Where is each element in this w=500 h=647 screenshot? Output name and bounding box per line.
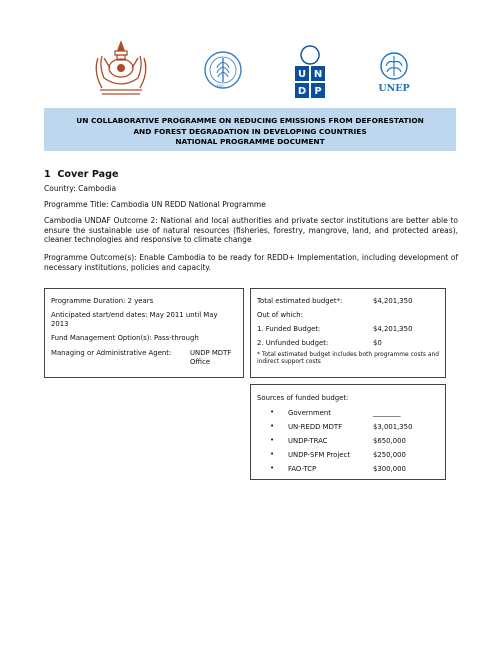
fao-logo — [203, 50, 243, 90]
undp-letter-d: D — [297, 86, 307, 97]
cambodia-royal-arms-logo — [90, 38, 152, 98]
unfunded-budget-label: 2. Unfunded budget: — [257, 339, 329, 347]
unep-logo — [372, 50, 416, 94]
svg-text:FAO: FAO — [217, 84, 224, 88]
budget-footnote: * Total estimated budget includes both programme costs and indirect support costs — [257, 352, 439, 366]
undp-letter-p: P — [314, 86, 322, 97]
bullet-icon: • — [270, 464, 275, 472]
country-line: Country: Cambodia — [44, 184, 117, 193]
funding-source-label: UNDP-SFM Project — [288, 451, 351, 459]
undp-logo — [295, 44, 325, 100]
funding-source-label: UNDP-TRAC — [288, 437, 328, 445]
funding-source-label: FAO-TCP — [288, 465, 317, 473]
bullet-icon: • — [270, 436, 275, 444]
funding-source-label: Government — [288, 409, 331, 417]
funding-source-value: $3,001,350 — [373, 423, 413, 431]
undaf-outcome: Cambodia UNDAF Outcome 2: National and local authorities and private sector institutions are better able to ensure the sustainable use of natural resources (fisheries, forestry, mangrove, land, and protected areas), cleaner technologies and responsive to climate change — [44, 216, 458, 245]
logo-strip — [0, 36, 500, 106]
bullet-icon: • — [270, 450, 275, 458]
funding-source-label: UN-REDD MDTF — [288, 423, 343, 431]
banner-line-3: NATIONAL PROGRAMME DOCUMENT — [175, 137, 325, 146]
undp-letter-n: N — [313, 69, 323, 80]
managing-agent-value-line2: Office — [190, 358, 211, 366]
total-budget-label: Total estimated budget*: — [257, 297, 343, 305]
section-heading — [44, 169, 118, 180]
funding-source-value: $250,000 — [373, 451, 406, 459]
programme-dates-line1: Anticipated start/end dates: May 2011 until May — [51, 311, 218, 319]
budget-box — [250, 288, 446, 378]
funding-source-value: ________ — [373, 409, 401, 417]
unep-caption: UNEP — [378, 83, 410, 94]
funded-budget-label: 1. Funded Budget: — [257, 325, 321, 333]
programme-info-box — [44, 288, 244, 378]
total-budget-value: $4,201,350 — [373, 297, 413, 305]
managing-agent-value-line1: UNDP MDTF — [190, 349, 232, 357]
bullet-icon: • — [270, 408, 275, 416]
out-of-which: Out of which: — [257, 311, 303, 319]
funding-source-value: $650,000 — [373, 437, 406, 445]
fund-management-option: Fund Management Option(s): Pass-through — [51, 334, 199, 342]
sources-of-funding-box — [250, 384, 446, 480]
section-number: 1 — [44, 169, 51, 180]
banner-line-2: AND FOREST DEGRADATION IN DEVELOPING COUNTRIES — [133, 126, 367, 136]
bullet-icon: • — [270, 422, 275, 430]
sources-title: Sources of funded budget: — [257, 394, 349, 402]
undp-letter-u: U — [297, 69, 307, 80]
section-title: Cover Page — [57, 169, 119, 180]
programme-duration: Programme Duration: 2 years — [51, 297, 154, 305]
banner-line-1: UN COLLABORATIVE PROGRAMME ON REDUCING EMISSIONS FROM DEFORESTATION — [76, 116, 424, 125]
unfunded-budget-value: $0 — [373, 339, 382, 347]
programme-outcome: Programme Outcome(s): Enable Cambodia to be ready for REDD+ Implementation, including development of necessary institutions, policies and capacity. — [44, 253, 458, 272]
programme-dates-line2: 2013 — [51, 320, 69, 328]
programme-title-banner — [44, 108, 456, 151]
managing-agent-label: Managing or Administrative Agent: — [51, 349, 172, 357]
funding-source-value: $300,000 — [373, 465, 406, 473]
funded-budget-value: $4,201,350 — [373, 325, 413, 333]
programme-title-line: Programme Title: Cambodia UN REDD National Programme — [44, 200, 266, 209]
